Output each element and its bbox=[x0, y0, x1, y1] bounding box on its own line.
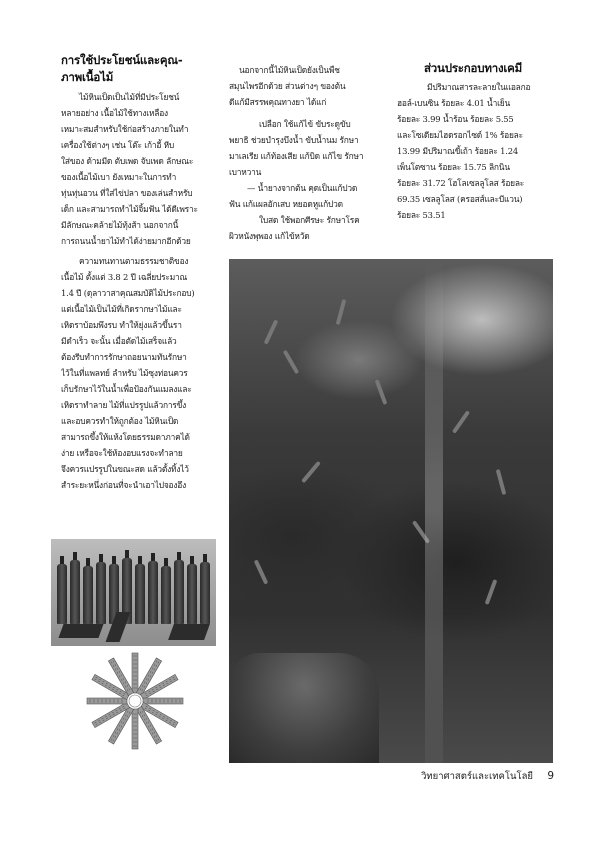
text-line: สมุนไพรอีกด้วย ส่วนต่างๆ ของต้น bbox=[229, 81, 346, 91]
text-line: การถนนน้ำยาไม้ทำได้ง่ายมากอีกด้วย bbox=[61, 236, 191, 246]
product-bottles-photo bbox=[51, 539, 216, 646]
text-line: เครื่องใช้ต่างๆ เช่น โต๊ะ เก้าอี้ หีบ bbox=[61, 140, 175, 150]
paragraph-leaves bbox=[229, 212, 384, 244]
section-heading-chemistry: ส่วนประกอบทางเคมี bbox=[423, 61, 523, 75]
text-line: ง่าย เหรือจะใช้ห้องอบแรงจะทำลาย bbox=[61, 448, 183, 458]
text-line: สามารถขึ้งให้แห้งโดยธรรมดาภาคได้ bbox=[61, 432, 190, 442]
text-line: ทุ่นทุ่นอวน ที่ใส่ไข่ปลา ของเล่นสำหรับ bbox=[61, 188, 193, 198]
text-line: เหิดราทำลาย ไม้ที่แปรรูปแล้วการขึ้ง bbox=[61, 400, 187, 410]
text-line: ร้อยละ 31.72 โฮโลเซลลูโลส ร้อยละ bbox=[397, 178, 525, 188]
text-line: และอบควรทำให้ถูกต้อง ไม้หินเป็ด bbox=[61, 416, 179, 426]
text-line: — น้ำยางจากต้น คุดเป็นแก้ปวด bbox=[247, 183, 358, 193]
text-line: พยาธิ ช่วยบำรุงบึงน้ำ ขับน้ำนม รักษา bbox=[229, 135, 359, 145]
text-line: ผิวหนังพุพอง แก้ไข้หวัด bbox=[229, 231, 310, 241]
text-line: ของเนื้อไม้เบา ยังเหมาะในการทำ bbox=[61, 172, 177, 182]
text-line: ใส่ของ ด้ามมีด ตับเพด จับเพด ลักษณะ bbox=[61, 156, 194, 166]
text-line: มาเลเรีย แก้ท้องเสีย แก้บิด แก้ไข รักษา bbox=[229, 151, 364, 161]
text-line: เหิดราบ้อมพึงรบ ทำให้ยุ่งแล้วขึ้นรา bbox=[61, 320, 182, 330]
page-number: 9 bbox=[547, 770, 555, 782]
text-line: ความทนทานตามธรรมชาติของ bbox=[79, 256, 189, 266]
text-line: เก็บรักษาไว้ในน้ำเพื่อป้องกันแมลงและ bbox=[61, 384, 192, 394]
column-medicinal bbox=[229, 62, 384, 244]
text-line: เพ็นโตซาน ร้อยละ 15.75 ลิกนิน bbox=[397, 162, 510, 172]
text-line: มีดำเร็ว จะนั้น เมื่อตัดไม้เสร็จแล้ว bbox=[61, 336, 177, 346]
publication-name: วิทยาศาสตร์และเทคโนโลยี bbox=[421, 771, 533, 782]
paragraph-durability bbox=[61, 253, 209, 493]
text-line: มีลักษณะคล้ายไม้ทุ้งส้า นอกจากนี้ bbox=[61, 220, 179, 230]
text-line: ไว้ในที่แพลทย์ ลำหรับ ไม้ซุงท่อนควร bbox=[61, 368, 188, 378]
paragraph-bark bbox=[229, 116, 384, 180]
text-line: 1.4 ปี (ดุลาวาสาคุณสมบัติไม้ประกอบ) bbox=[61, 288, 195, 298]
column-usage-quality bbox=[61, 52, 209, 493]
text-line: เนื้อไม้ ตั้งแต่ 3.8 2 ปี เฉลี่ยประมาณ bbox=[61, 272, 188, 282]
text-line: จึงควรแปรรูปในขณะสด แล้วตั้งทิ้งไว้ bbox=[61, 464, 189, 474]
text-line: 69.35 เซลลูโลส (ครอสส์และบีแวน) bbox=[397, 194, 523, 204]
text-line: มีปริมาณสารละลายในแอลกอ bbox=[427, 82, 531, 92]
section-heading-usage: การใช้ประโยชน์และคุณ- bbox=[61, 53, 183, 67]
page-footer bbox=[383, 769, 558, 784]
text-line: ร้อยละ 3.99 น้ำร้อน ร้อยละ 5.55 bbox=[397, 114, 514, 124]
text-line: เปลือก ใช้แก้ไข้ ขับระดูขับ bbox=[259, 119, 351, 129]
section-heading-usage-cont: ภาพเนื้อไม้ bbox=[61, 70, 114, 84]
text-line: เด็ก และสามารถทำไม้จิ้มฟัน ได้ดีเพราะ bbox=[61, 204, 198, 214]
pencil-star-image bbox=[85, 651, 185, 751]
text-line: แต่เนื้อไม้เป็นไม้ที่เกิดรากษาไม้และ bbox=[61, 304, 182, 314]
text-line: หลายอย่าง เนื้อไม้ใช้ทางเหลือง bbox=[61, 108, 168, 118]
text-line: ดีแก้มีสรรพคุณทางยา ได้แก่ bbox=[229, 97, 327, 107]
column-chemistry bbox=[397, 60, 549, 223]
text-line: 13.99 มีปริมาณขี้เถ้า ร้อยละ 1.24 bbox=[397, 146, 518, 156]
tree-photo bbox=[229, 259, 553, 763]
text-line: สำระยะหนึ่งก่อนที่จะนำเอาไปจองอึง bbox=[61, 480, 187, 490]
paragraph-medicinal-intro bbox=[229, 62, 384, 110]
text-line: ใบสด ใช้พอกศีรษะ รักษาโรค bbox=[259, 215, 360, 225]
text-line: ต้องรีบทำการรักษาถอยนามทันรักษา bbox=[61, 352, 187, 362]
text-line: นอกจากนี้ไม้หินเป็ดยังเป็นพืช bbox=[239, 65, 340, 75]
paragraph-chemistry bbox=[397, 79, 549, 223]
text-line: เบาหวาน bbox=[229, 167, 262, 177]
text-line: และโซเดียมไฮดรอกไซด์ 1% ร้อยละ bbox=[397, 130, 523, 140]
text-line: ไม้หินเป็ดเป็นไม้ที่มีประโยชน์ bbox=[79, 92, 180, 102]
paragraph-usage bbox=[61, 89, 209, 249]
text-line: ร้อยละ 53.51 bbox=[397, 210, 446, 220]
text-line: ฟัน แก้แผลอักเสบ หยอดหูแก้ปวด bbox=[229, 199, 343, 209]
text-line: ฮอล์-เบนซิน ร้อยละ 4.01 น้ำเย็น bbox=[397, 98, 511, 108]
paragraph-latex bbox=[229, 180, 384, 212]
text-line: เหมาะสมสำหรับใช้ก่อสร้างภายในทำ bbox=[61, 124, 189, 134]
